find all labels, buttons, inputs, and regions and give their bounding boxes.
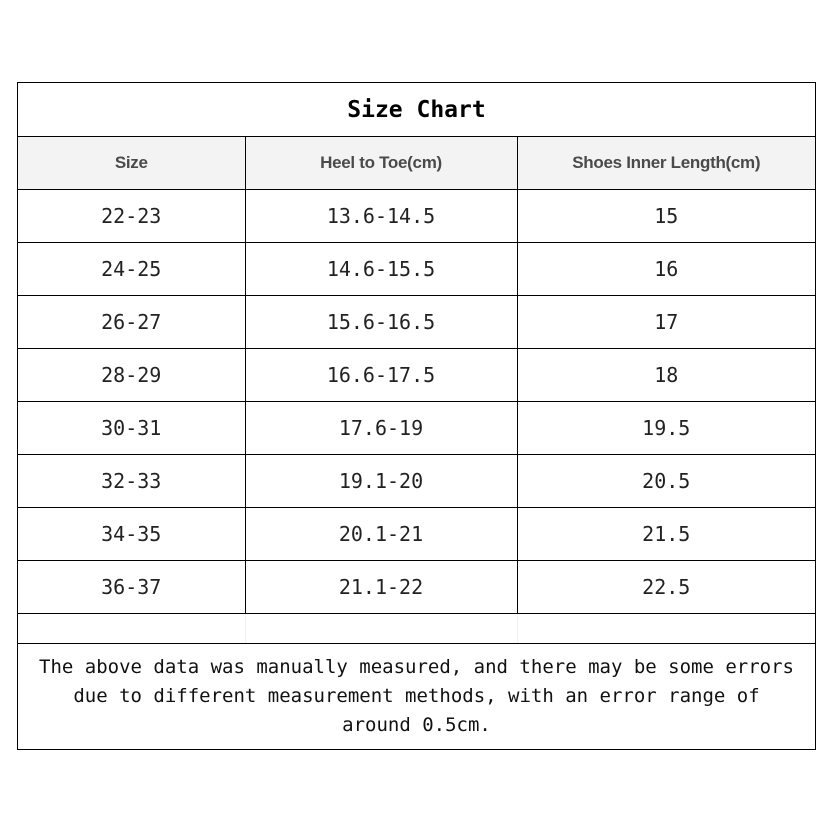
cell-size: 32-33: [18, 455, 245, 508]
table-row: [18, 561, 815, 614]
faint-divider: [517, 615, 518, 643]
cell-inner-length: 22.5: [517, 561, 815, 614]
cell-heel-to-toe: 17.6-19: [245, 402, 517, 455]
table-row: [18, 349, 815, 402]
cell-inner-length: 16: [517, 243, 815, 296]
header-heel-to-toe: Heel to Toe(cm): [245, 137, 517, 190]
cell-heel-to-toe: 13.6-14.5: [245, 190, 517, 243]
header-inner-length: Shoes Inner Length(cm): [517, 137, 815, 190]
table-row: [18, 296, 815, 349]
table-row: [18, 455, 815, 508]
cell-heel-to-toe: 21.1-22: [245, 561, 517, 614]
cell-size: 30-31: [18, 402, 245, 455]
cell-inner-length: 19.5: [517, 402, 815, 455]
cell-heel-to-toe: 16.6-17.5: [245, 349, 517, 402]
cell-size: 34-35: [18, 508, 245, 561]
cell-heel-to-toe: 20.1-21: [245, 508, 517, 561]
cell-heel-to-toe: 19.1-20: [245, 455, 517, 508]
cell-heel-to-toe: 14.6-15.5: [245, 243, 517, 296]
measurement-note: The above data was manually measured, and there may be some errors due to different measurement methods, with an error range of around 0.5cm.: [39, 656, 794, 736]
cell-size: 36-37: [18, 561, 245, 614]
cell-size: 22-23: [18, 190, 245, 243]
header-row: [18, 137, 815, 190]
table-row: [18, 190, 815, 243]
cell-size: 28-29: [18, 349, 245, 402]
size-chart: [17, 82, 816, 750]
cell-inner-length: 18: [517, 349, 815, 402]
header-size: Size: [18, 137, 245, 190]
cell-inner-length: 20.5: [517, 455, 815, 508]
empty-spacer-row: [18, 615, 815, 644]
cell-inner-length: 15: [517, 190, 815, 243]
cell-size: 26-27: [18, 296, 245, 349]
size-table: [18, 137, 815, 614]
table-row: [18, 508, 815, 561]
cell-inner-length: 21.5: [517, 508, 815, 561]
table-row: [18, 402, 815, 455]
cell-inner-length: 17: [517, 296, 815, 349]
cell-heel-to-toe: 15.6-16.5: [245, 296, 517, 349]
chart-title: Size Chart: [18, 83, 815, 137]
table-row: [18, 243, 815, 296]
faint-divider: [245, 615, 246, 643]
cell-size: 24-25: [18, 243, 245, 296]
